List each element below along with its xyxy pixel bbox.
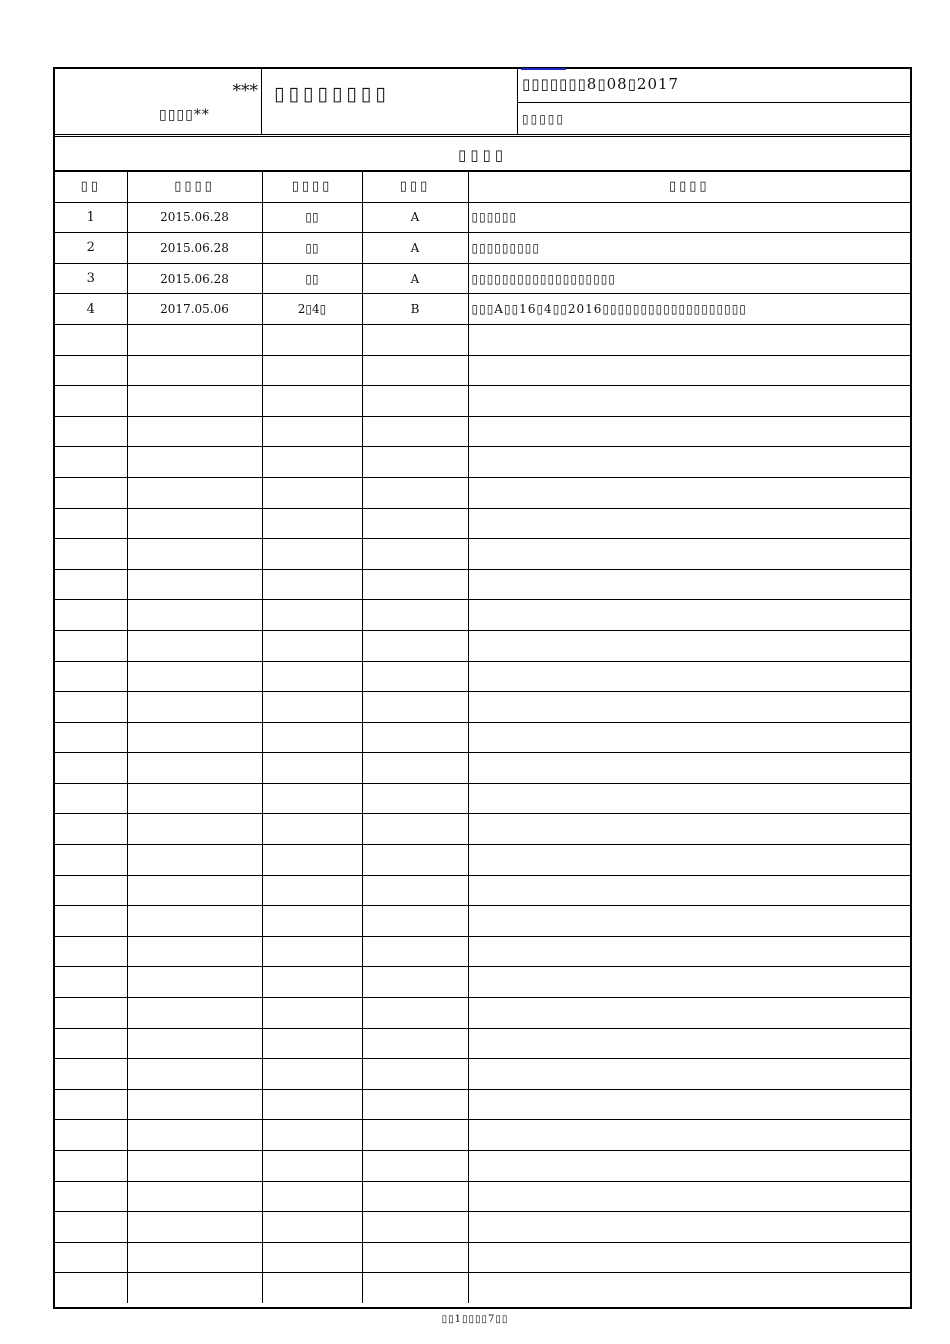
cell-version [362,1242,468,1273]
table-row [55,477,910,508]
cell-chapter [262,906,362,937]
cell-date [127,814,262,845]
table-row [55,1212,910,1243]
cell-seq [55,1151,127,1182]
cell-seq [55,722,127,753]
cell-chapter [262,539,362,570]
cell-content [468,753,910,784]
cell-chapter [262,875,362,906]
cell-chapter [262,1059,362,1090]
cell-version [362,1120,468,1151]
hyperlink-underline [521,68,566,70]
version-row [518,103,910,135]
cell-seq [55,355,127,386]
table-row [55,936,910,967]
cell-seq [55,324,127,355]
cell-version: A [362,202,468,233]
cell-date [127,1212,262,1243]
cell-chapter: ▯▯ [262,202,362,233]
cell-version: B [362,294,468,325]
cell-content [468,967,910,998]
cell-date [127,355,262,386]
cell-chapter [262,753,362,784]
cell-content [468,1089,910,1120]
cell-seq [55,508,127,539]
table-row [55,692,910,723]
company-name-line2: ▯▯▯▯** [159,107,210,123]
cell-date [127,936,262,967]
cell-version [362,569,468,600]
document-number-row [518,69,910,103]
cell-version [362,1151,468,1182]
cell-chapter: ▯▯ [262,263,362,294]
cell-date [127,1028,262,1059]
cell-seq [55,539,127,570]
table-row [55,539,910,570]
cell-date [127,1120,262,1151]
section-title: ▯▯▯▯ [55,141,910,172]
document-sheet [53,67,912,1309]
title-cell [262,69,518,135]
cell-content: ▯▯▯▯▯▯ [468,202,910,233]
cell-content [468,814,910,845]
cell-chapter [262,1089,362,1120]
cell-seq: 4 [55,294,127,325]
cell-seq [55,386,127,417]
table-row [55,233,910,264]
cell-date: 2015.06.28 [127,202,262,233]
cell-seq [55,1028,127,1059]
cell-date [127,1273,262,1303]
cell-content [468,1212,910,1243]
table-row [55,845,910,876]
company-name-line1: *** [232,81,258,101]
cell-seq [55,906,127,937]
document-title: ▯▯▯▯▯▯▯▯ [274,83,390,105]
cell-content [468,630,910,661]
table-row [55,294,910,325]
cell-chapter [262,661,362,692]
cell-content [468,845,910,876]
cell-version [362,539,468,570]
cell-chapter [262,600,362,631]
cell-seq [55,569,127,600]
cell-chapter [262,386,362,417]
cell-version [362,814,468,845]
table-row [55,783,910,814]
cell-version [362,936,468,967]
cell-content [468,539,910,570]
cell-content [468,416,910,447]
cell-version [362,1273,468,1303]
cell-version [362,355,468,386]
table-row [55,906,910,937]
cell-chapter: ▯▯ [262,233,362,264]
cell-date [127,386,262,417]
cell-seq [55,1242,127,1273]
cell-seq: 3 [55,263,127,294]
cell-chapter [262,814,362,845]
cell-date [127,906,262,937]
table-row [55,1151,910,1182]
cell-chapter [262,1181,362,1212]
table-row [55,875,910,906]
cell-date [127,967,262,998]
table-row [55,416,910,447]
cell-version: A [362,233,468,264]
table-row [55,569,910,600]
cell-version [362,1212,468,1243]
cell-content [468,722,910,753]
cell-chapter [262,1242,362,1273]
table-header-row [55,172,910,202]
cell-date [127,1242,262,1273]
cell-date [127,1089,262,1120]
cell-date [127,998,262,1029]
cell-date [127,692,262,723]
cell-seq [55,875,127,906]
column-header-seq: ▯▯ [55,172,127,202]
cell-version [362,967,468,998]
cell-seq [55,1181,127,1212]
cell-chapter [262,508,362,539]
table-row [55,1181,910,1212]
cell-seq [55,447,127,478]
cell-content [468,661,910,692]
cell-chapter [262,998,362,1029]
cell-chapter [262,1151,362,1182]
cell-version [362,477,468,508]
cell-version [362,783,468,814]
cell-chapter [262,692,362,723]
cell-date [127,875,262,906]
cell-chapter [262,1028,362,1059]
table-row [55,202,910,233]
page-footer: ▯▯1▯▯▯▯7▯▯ [441,1314,509,1325]
cell-date [127,508,262,539]
cell-version [362,630,468,661]
cell-content [468,1242,910,1273]
cell-seq [55,753,127,784]
cell-content [468,324,910,355]
version-label: ▯▯▯▯▯ [522,112,566,126]
cell-version [362,386,468,417]
cell-chapter [262,630,362,661]
cell-version [362,722,468,753]
cell-date [127,447,262,478]
cell-version [362,416,468,447]
column-header-version: ▯▯▯ [362,172,468,202]
cell-content: ▯▯▯A▯▯16▯4▯▯2016▯▯▯▯▯▯▯▯▯▯▯▯▯▯▯▯▯▯▯ [468,294,910,325]
table-row [55,814,910,845]
cell-seq [55,1120,127,1151]
cell-version [362,845,468,876]
cell-content [468,1151,910,1182]
cell-seq [55,783,127,814]
cell-seq [55,936,127,967]
cell-date: 2015.06.28 [127,263,262,294]
table-row [55,1028,910,1059]
document-number: ▯▯▯▯▯▯▯8▯08▯2017 [522,75,680,93]
cell-date [127,539,262,570]
cell-date [127,630,262,661]
cell-seq [55,998,127,1029]
column-header-date: ▯▯▯▯ [127,172,262,202]
table-row [55,661,910,692]
cell-content [468,600,910,631]
doc-info-cell [518,69,910,135]
cell-content [468,386,910,417]
cell-content [468,1120,910,1151]
cell-content [468,508,910,539]
table-row [55,324,910,355]
cell-seq [55,661,127,692]
cell-seq [55,416,127,447]
cell-date [127,1181,262,1212]
cell-chapter [262,783,362,814]
cell-version [362,1089,468,1120]
cell-content [468,1181,910,1212]
cell-chapter [262,967,362,998]
cell-chapter [262,569,362,600]
cell-content [468,477,910,508]
cell-date [127,753,262,784]
table-row [55,967,910,998]
cell-version [362,753,468,784]
cell-content [468,875,910,906]
cell-date [127,722,262,753]
cell-date [127,416,262,447]
column-header-content: ▯▯▯▯ [468,172,910,202]
cell-chapter [262,722,362,753]
cell-content [468,998,910,1029]
cell-content [468,1028,910,1059]
cell-content: ▯▯▯▯▯▯▯▯▯ [468,233,910,264]
cell-chapter [262,447,362,478]
cell-date: 2015.06.28 [127,233,262,264]
cell-version: A [362,263,468,294]
cell-version [362,998,468,1029]
cell-content [468,1273,910,1303]
cell-chapter [262,324,362,355]
cell-chapter [262,355,362,386]
cell-content [468,936,910,967]
cell-date [127,600,262,631]
cell-date [127,324,262,355]
table-row [55,722,910,753]
cell-chapter [262,1212,362,1243]
table-row [55,1120,910,1151]
document-header [55,69,910,137]
cell-content [468,783,910,814]
cell-content [468,906,910,937]
cell-seq: 1 [55,202,127,233]
cell-seq [55,1089,127,1120]
cell-seq [55,477,127,508]
cell-content [468,447,910,478]
cell-version [362,1028,468,1059]
cell-date [127,1059,262,1090]
cell-version [362,1181,468,1212]
cell-content [468,355,910,386]
cell-seq [55,967,127,998]
cell-chapter [262,416,362,447]
cell-chapter: 2▯4▯ [262,294,362,325]
table-row [55,263,910,294]
table-row [55,1089,910,1120]
cell-version [362,324,468,355]
cell-content [468,692,910,723]
cell-date: 2017.05.06 [127,294,262,325]
cell-version [362,600,468,631]
table-body [55,202,910,1303]
table-row [55,600,910,631]
cell-version [362,661,468,692]
column-header-chapter: ▯▯▯▯ [262,172,362,202]
company-cell [55,69,262,135]
revision-table [55,172,910,1303]
cell-version [362,508,468,539]
cell-chapter [262,845,362,876]
table-row [55,1059,910,1090]
cell-chapter [262,936,362,967]
cell-version [362,1059,468,1090]
cell-seq [55,600,127,631]
cell-chapter [262,1273,362,1303]
cell-version [362,906,468,937]
cell-content: ▯▯▯▯▯▯▯▯▯▯▯▯▯▯▯▯▯▯▯ [468,263,910,294]
table-row [55,1273,910,1303]
table-row [55,1242,910,1273]
cell-version [362,875,468,906]
cell-date [127,477,262,508]
cell-version [362,692,468,723]
table-row [55,386,910,417]
table-row [55,355,910,386]
cell-chapter [262,1120,362,1151]
table-row [55,753,910,784]
cell-seq [55,845,127,876]
cell-seq [55,1059,127,1090]
cell-content [468,1059,910,1090]
table-row [55,998,910,1029]
cell-seq [55,1273,127,1303]
cell-seq [55,692,127,723]
cell-seq [55,630,127,661]
cell-seq [55,1212,127,1243]
cell-date [127,661,262,692]
table-row [55,447,910,478]
table-row [55,630,910,661]
cell-seq: 2 [55,233,127,264]
cell-chapter [262,477,362,508]
cell-date [127,783,262,814]
cell-date [127,845,262,876]
cell-date [127,569,262,600]
cell-date [127,1151,262,1182]
cell-content [468,569,910,600]
cell-seq [55,814,127,845]
cell-version [362,447,468,478]
table-row [55,508,910,539]
